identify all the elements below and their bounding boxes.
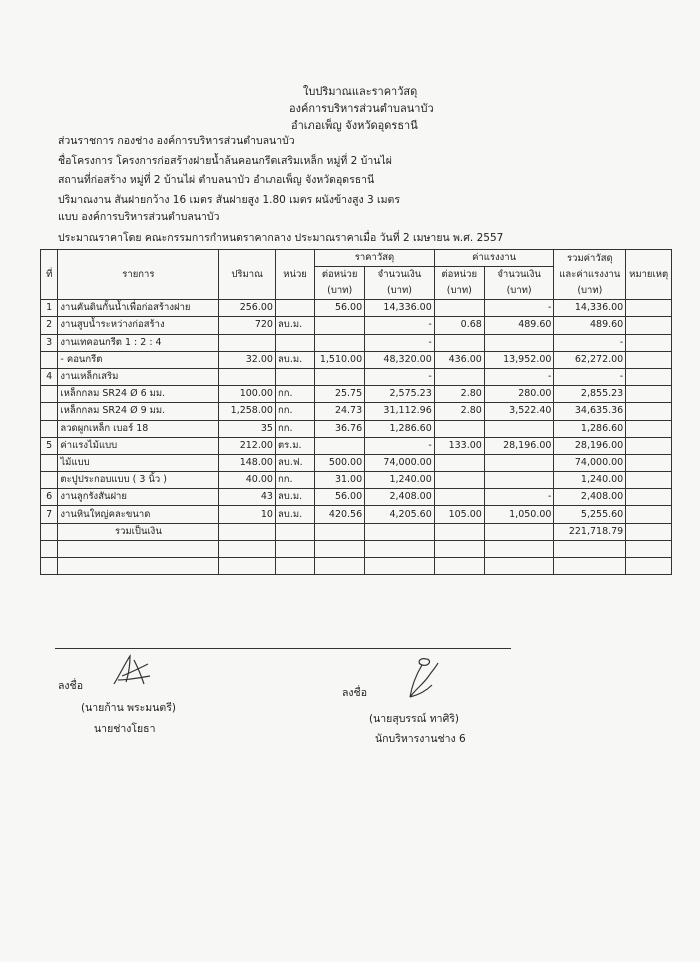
col-header-labor-amount (484, 267, 554, 300)
cell-unit: กก. (275, 420, 314, 437)
cell-item: ตะปูประกอบแบบ ( 3 นิ้ว ) (58, 472, 219, 489)
info-estimate: ประมาณราคาโดย คณะกรรมการกำหนดราคากลาง ประมาณราคาเมื่อ วันที่ 2 เมษายน พ.ศ. 2557 (58, 232, 504, 244)
cell-labor-unit-price (434, 454, 484, 471)
doc-title: ใบปริมาณและราคาวัสดุ (303, 85, 418, 98)
cell-total: 489.60 (554, 317, 626, 334)
right-signature-mark (402, 655, 444, 701)
cell-labor-amount: 3,522.40 (484, 403, 554, 420)
cell-labor-amount (484, 420, 554, 437)
cell-total: 1,286.60 (554, 420, 626, 437)
cell-remark (626, 317, 672, 334)
cell-unit (275, 523, 314, 540)
cell-material-amount: 2,408.00 (365, 489, 435, 506)
cell-no (41, 420, 58, 437)
cell-material-amount: 74,000.00 (365, 454, 435, 471)
col-header-material: ราคาวัสดุ (315, 250, 435, 267)
cell-total: 2,855.23 (554, 386, 626, 403)
cell-qty: 256.00 (219, 300, 276, 317)
cell-total: - (554, 368, 626, 385)
cell-labor-unit-price (434, 420, 484, 437)
info-department: ส่วนราชการ กองช่าง องค์การบริหารส่วนตำบลนาบัว (58, 135, 295, 147)
cell-unit (275, 334, 314, 351)
cell-material-unit-price: 1,510.00 (315, 351, 365, 368)
cell-labor-unit-price: 0.68 (434, 317, 484, 334)
cell-material-amount: 1,286.60 (365, 420, 435, 437)
cell-material-amount: 2,575.23 (365, 386, 435, 403)
cell-total: 28,196.00 (554, 437, 626, 454)
cell-unit (275, 540, 314, 557)
labor-unit-price-label: ต่อหน่วย (441, 269, 478, 281)
cell-total: 221,718.79 (554, 523, 626, 540)
cell-remark (626, 403, 672, 420)
col-header-labor: ค่าแรงงาน (434, 250, 554, 267)
cell-total: 34,635.36 (554, 403, 626, 420)
cell-total: 5,255.60 (554, 506, 626, 523)
cell-no (41, 386, 58, 403)
cell-no: 7 (41, 506, 58, 523)
cell-qty: 720 (219, 317, 276, 334)
left-signer-title: นายช่างโยธา (94, 723, 156, 735)
cell-total (554, 540, 626, 557)
cell-remark (626, 300, 672, 317)
cell-qty: 35 (219, 420, 276, 437)
cell-unit (275, 558, 314, 575)
cell-item: งานเทคอนกรีต 1 : 2 : 4 (58, 334, 219, 351)
col-header-item: รายการ (58, 250, 219, 300)
table-row (41, 334, 672, 351)
col-header-labor-unit-price (434, 267, 484, 300)
cell-item: งานเหล็กเสริม (58, 368, 219, 385)
cell-material-unit-price (315, 317, 365, 334)
cell-remark (626, 472, 672, 489)
cell-labor-amount: - (484, 489, 554, 506)
cell-no (41, 454, 58, 471)
cell-remark (626, 386, 672, 403)
cell-material-amount: 1,240.00 (365, 472, 435, 489)
cell-material-unit-price (315, 540, 365, 557)
table-row (41, 523, 672, 540)
cell-material-unit-price: 56.00 (315, 489, 365, 506)
cell-material-amount (365, 540, 435, 557)
cell-labor-unit-price: 436.00 (434, 351, 484, 368)
cell-unit: ลบ.ฟ. (275, 454, 314, 471)
cell-no: 5 (41, 437, 58, 454)
cell-remark (626, 454, 672, 471)
cell-material-unit-price: 420.56 (315, 506, 365, 523)
cell-qty: 212.00 (219, 437, 276, 454)
cell-material-unit-price: 31.00 (315, 472, 365, 489)
cell-item: ลวดผูกเหล็ก เบอร์ 18 (58, 420, 219, 437)
cell-material-unit-price (315, 523, 365, 540)
table-row (41, 540, 672, 557)
left-signature-mark (108, 654, 154, 690)
cell-no (41, 351, 58, 368)
cell-no (41, 403, 58, 420)
cell-no: 4 (41, 368, 58, 385)
cell-material-unit-price: 24.73 (315, 403, 365, 420)
cell-material-amount: 4,205.60 (365, 506, 435, 523)
cell-remark (626, 540, 672, 557)
col-header-total-line2: และค่าแรงงาน (559, 268, 621, 280)
cell-unit: กก. (275, 403, 314, 420)
col-header-total (554, 250, 626, 300)
cell-total: 62,272.00 (554, 351, 626, 368)
cell-qty (219, 523, 276, 540)
cell-material-amount: 48,320.00 (365, 351, 435, 368)
cell-labor-amount: - (484, 368, 554, 385)
col-header-qty: ปริมาณ (219, 250, 276, 300)
cell-qty: 40.00 (219, 472, 276, 489)
cell-labor-unit-price: 2.80 (434, 403, 484, 420)
cell-qty: 32.00 (219, 351, 276, 368)
cell-remark (626, 523, 672, 540)
cell-total: 1,240.00 (554, 472, 626, 489)
table-row (41, 437, 672, 454)
cell-item: เหล็กกลม SR24 Ø 6 มม. (58, 386, 219, 403)
cell-item: งานหินใหญ่คละขนาด (58, 506, 219, 523)
signature-divider (55, 648, 511, 649)
cell-unit: ลบ.ม. (275, 506, 314, 523)
cell-labor-amount: 280.00 (484, 386, 554, 403)
cell-unit (275, 300, 314, 317)
cell-total: - (554, 334, 626, 351)
cell-material-amount: - (365, 368, 435, 385)
cell-material-amount (365, 523, 435, 540)
cell-qty (219, 540, 276, 557)
cell-total: 14,336.00 (554, 300, 626, 317)
doc-org: องค์การบริหารส่วนตำบลนาบัว (289, 102, 434, 115)
cell-remark (626, 334, 672, 351)
doc-district: อำเภอเพ็ญ จังหวัดอุดรธานี (291, 119, 418, 132)
cell-item (58, 558, 219, 575)
cell-labor-amount: 13,952.00 (484, 351, 554, 368)
cell-no: 3 (41, 334, 58, 351)
cell-material-unit-price (315, 334, 365, 351)
cell-qty (219, 368, 276, 385)
labor-amount-label: จำนวนเงิน (497, 269, 541, 281)
cell-labor-amount (484, 472, 554, 489)
cell-no (41, 558, 58, 575)
cell-labor-amount (484, 540, 554, 557)
cell-material-unit-price: 36.76 (315, 420, 365, 437)
cell-qty: 148.00 (219, 454, 276, 471)
cell-labor-amount: - (484, 300, 554, 317)
cell-total (554, 558, 626, 575)
cell-labor-amount: 489.60 (484, 317, 554, 334)
cell-qty: 100.00 (219, 386, 276, 403)
cell-remark (626, 368, 672, 385)
col-header-total-line1: รวมค่าวัสดุ (566, 252, 613, 264)
table-row (41, 368, 672, 385)
cell-material-unit-price (315, 437, 365, 454)
cell-total: 2,408.00 (554, 489, 626, 506)
table-row (41, 317, 672, 334)
cell-labor-amount (484, 454, 554, 471)
cell-no: 2 (41, 317, 58, 334)
cell-labor-amount (484, 334, 554, 351)
cell-labor-amount (484, 558, 554, 575)
material-unit-price-label: ต่อหน่วย (321, 269, 358, 281)
right-signer-title: นักบริหารงานช่าง 6 (375, 733, 466, 745)
table-body (41, 300, 672, 575)
cell-item: งานคันดินกั้นน้ำเพื่อก่อสร้างฝาย (58, 300, 219, 317)
cell-no: 1 (41, 300, 58, 317)
cell-labor-unit-price (434, 489, 484, 506)
cell-material-unit-price (315, 368, 365, 385)
cell-material-unit-price: 25.75 (315, 386, 365, 403)
table-row (41, 489, 672, 506)
cell-material-amount (365, 558, 435, 575)
cell-item: งานลูกรังสันฝาย (58, 489, 219, 506)
right-signer-name: (นายสุบรรณ์ ทาศิริ) (369, 713, 459, 725)
cell-material-amount: - (365, 317, 435, 334)
cell-qty: 10 (219, 506, 276, 523)
col-header-unit: หน่วย (275, 250, 314, 300)
cell-unit: กก. (275, 386, 314, 403)
col-header-material-unit-price (315, 267, 365, 300)
table-row (41, 558, 672, 575)
cell-labor-unit-price: 2.80 (434, 386, 484, 403)
cell-unit: ลบ.ม. (275, 351, 314, 368)
cell-labor-amount: 1,050.00 (484, 506, 554, 523)
cell-material-unit-price: 500.00 (315, 454, 365, 471)
cell-remark (626, 558, 672, 575)
cell-labor-unit-price (434, 540, 484, 557)
info-location: สถานที่ก่อสร้าง หมู่ที่ 2 บ้านไผ่ ตำบลนาบัว อำเภอเพ็ญ จังหวัดอุดรธานี (58, 174, 375, 186)
left-signer-name: (นายก้าน พระมนตรี) (81, 702, 176, 714)
cell-unit: ตร.ม. (275, 437, 314, 454)
cell-item: ไม้แบบ (58, 454, 219, 471)
cell-remark (626, 437, 672, 454)
cell-labor-unit-price (434, 300, 484, 317)
bill-of-quantities-table (40, 249, 672, 575)
cell-remark (626, 489, 672, 506)
material-amount-label: จำนวนเงิน (377, 269, 422, 281)
cell-qty: 1,258.00 (219, 403, 276, 420)
material-unit-price-baht: (บาท) (327, 285, 353, 297)
cell-remark (626, 420, 672, 437)
cell-unit (275, 368, 314, 385)
cell-unit: ลบ.ม. (275, 317, 314, 334)
cell-material-amount: 14,336.00 (365, 300, 435, 317)
cell-item: เหล็กกลม SR24 Ø 9 มม. (58, 403, 219, 420)
info-quantity: ปริมาณงาน สันฝายกว้าง 16 เมตร สันฝายสูง 1.80 เมตร ผนังข้างสูง 3 เมตร (58, 194, 401, 206)
table-row (41, 506, 672, 523)
cell-material-unit-price: 56.00 (315, 300, 365, 317)
cell-labor-unit-price (434, 334, 484, 351)
cell-qty (219, 558, 276, 575)
table-row (41, 454, 672, 471)
cell-item: - คอนกรีต (58, 351, 219, 368)
cell-unit: ลบ.ม. (275, 489, 314, 506)
cell-labor-unit-price (434, 368, 484, 385)
table-row (41, 351, 672, 368)
labor-amount-baht: (บาท) (506, 285, 532, 297)
left-sign-label: ลงชื่อ (58, 680, 83, 692)
cell-item (58, 540, 219, 557)
cell-no: 6 (41, 489, 58, 506)
table-row (41, 300, 672, 317)
info-design: แบบ องค์การบริหารส่วนตำบลนาบัว (58, 211, 220, 223)
cell-labor-amount (484, 523, 554, 540)
table-row (41, 403, 672, 420)
cell-qty: 43 (219, 489, 276, 506)
table-row (41, 472, 672, 489)
cell-material-unit-price (315, 558, 365, 575)
cell-remark (626, 351, 672, 368)
cell-labor-unit-price: 133.00 (434, 437, 484, 454)
cell-labor-unit-price (434, 523, 484, 540)
cell-no (41, 523, 58, 540)
table-row (41, 420, 672, 437)
labor-unit-price-baht: (บาท) (446, 285, 472, 297)
cell-item: รวมเป็นเงิน (58, 523, 219, 540)
cell-total: 74,000.00 (554, 454, 626, 471)
cell-qty (219, 334, 276, 351)
col-header-no: ที่ (41, 250, 58, 300)
info-project: ชื่อโครงการ โครงการก่อสร้างฝายน้ำล้นคอนกรีตเสริมเหล็ก หมู่ที่ 2 บ้านไผ่ (58, 155, 392, 167)
material-amount-baht: (บาท) (386, 285, 412, 297)
right-sign-label: ลงชื่อ (342, 687, 367, 699)
cell-remark (626, 506, 672, 523)
cell-material-amount: 31,112.96 (365, 403, 435, 420)
table-row (41, 386, 672, 403)
cell-unit: กก. (275, 472, 314, 489)
cell-item: ค่าแรงไม้แบบ (58, 437, 219, 454)
cell-no (41, 472, 58, 489)
cell-labor-amount: 28,196.00 (484, 437, 554, 454)
col-header-remark: หมายเหตุ (626, 250, 672, 300)
cell-material-amount: - (365, 437, 435, 454)
col-header-total-line3: (บาท) (577, 284, 603, 296)
cell-no (41, 540, 58, 557)
cell-material-amount: - (365, 334, 435, 351)
col-header-material-amount (365, 267, 435, 300)
cell-item: งานสูบน้ำระหว่างก่อสร้าง (58, 317, 219, 334)
cell-labor-unit-price (434, 558, 484, 575)
cell-labor-unit-price: 105.00 (434, 506, 484, 523)
cell-labor-unit-price (434, 472, 484, 489)
